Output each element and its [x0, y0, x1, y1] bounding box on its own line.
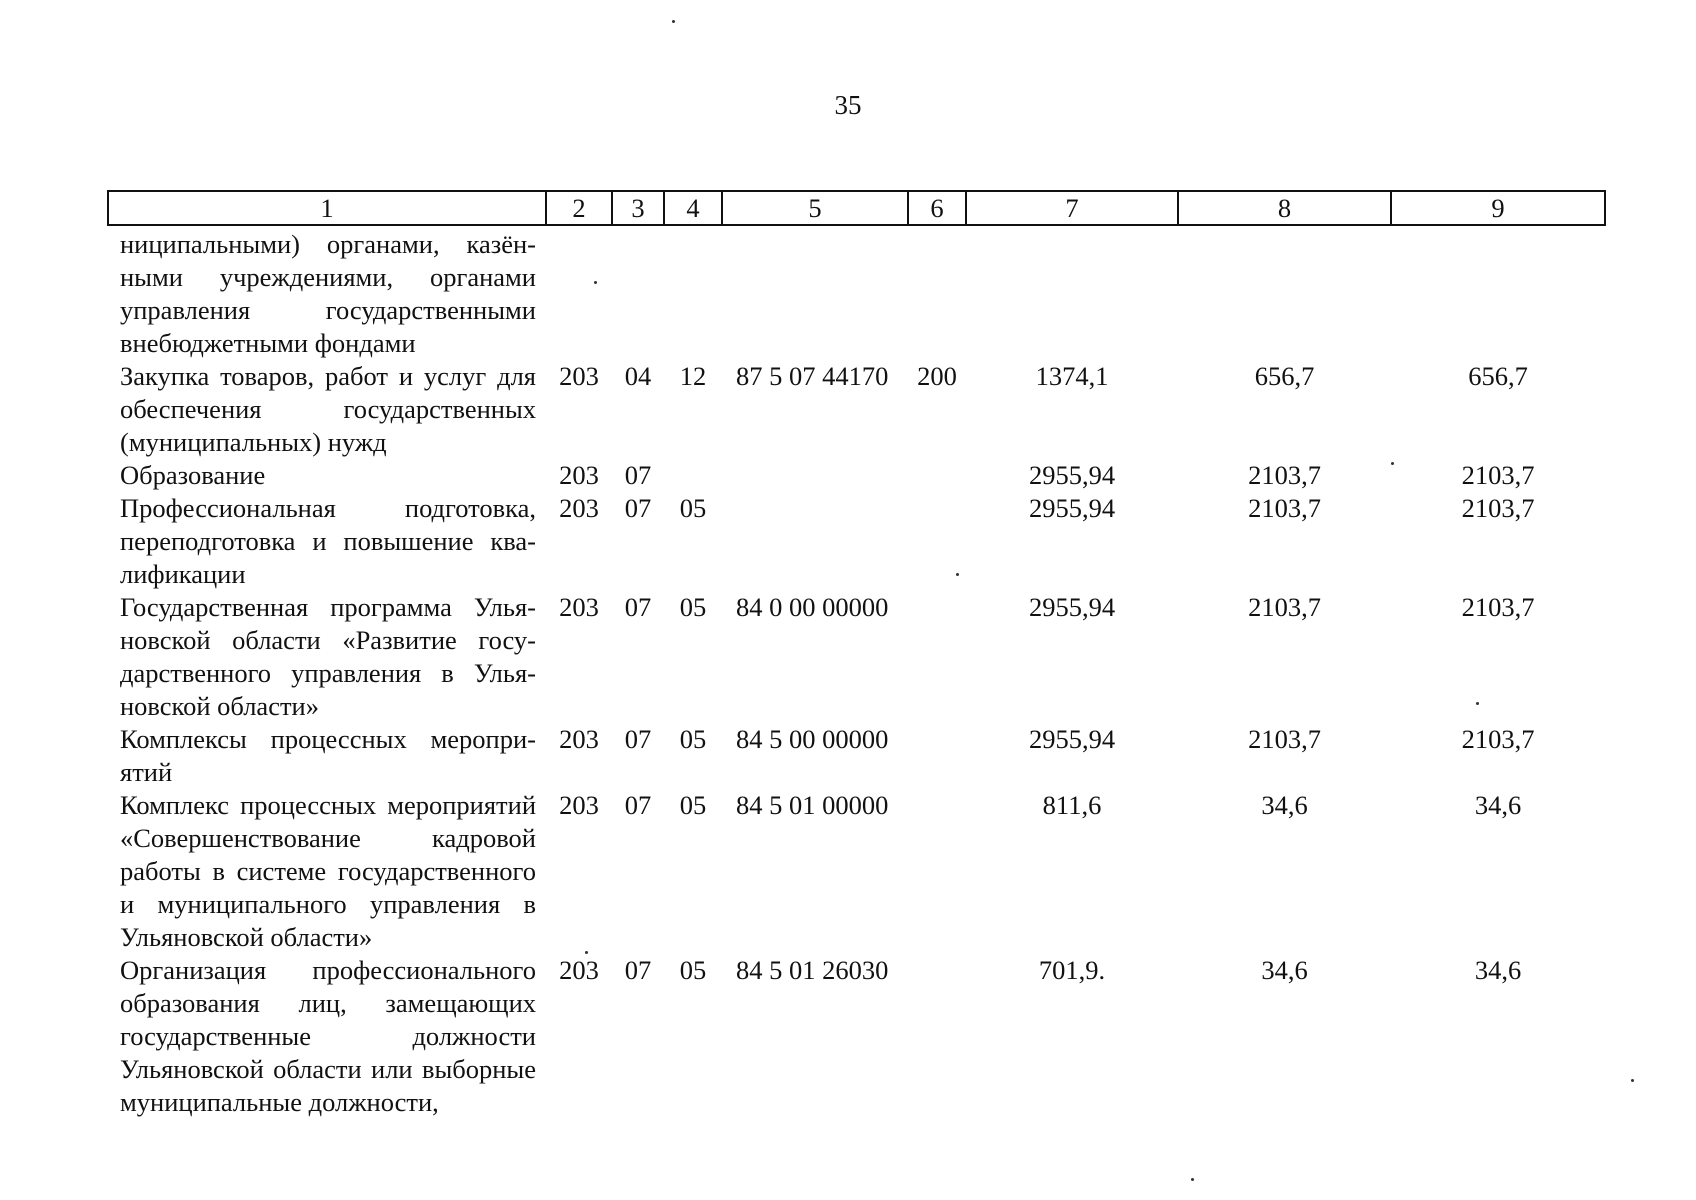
cell-amount-8: 34,6 — [1261, 955, 1308, 985]
cell-amount-7: 2955,94 — [1028, 460, 1116, 490]
cell-target-article: 84 0 00 00000 — [736, 592, 889, 622]
row-name: Государственная программа Ульяновской области «Развитие государственного управления в Ульяновской области» — [120, 592, 536, 721]
cell-subsection: 05 — [679, 790, 707, 820]
cell-admin-code: 203 — [559, 493, 599, 523]
cell-amount-8: 2103,7 — [1248, 493, 1321, 523]
column-header-9: 9 — [1391, 191, 1605, 225]
row-name: Профессиональная подготовка, переподготовка и повышение квалификации — [120, 493, 536, 589]
cell-target-article: 84 5 00 00000 — [736, 724, 889, 754]
row-name: Комплекс процессных мероприятий «Совершенствование кадровой работы в системе государственного и муниципального управления в Ульяновской области» — [120, 790, 536, 952]
column-number-header-row — [108, 191, 1605, 225]
scan-speck — [585, 951, 588, 954]
column-header-5: 5 — [722, 191, 908, 225]
cell-amount-9: 2103,7 — [1461, 493, 1535, 523]
cell-amount-9 — [1391, 225, 1605, 360]
column-header-4: 4 — [664, 191, 722, 225]
cell-section: 07 — [624, 790, 652, 820]
cell-expense-type — [908, 723, 966, 789]
scan-speck — [1191, 1178, 1194, 1181]
cell-expense-type — [908, 789, 966, 954]
cell-amount-8: 34,6 — [1261, 790, 1308, 820]
cell-amount-9: 2103,7 — [1461, 592, 1535, 622]
cell-amount-7: 2955,94 — [1028, 724, 1116, 754]
cell-expense-type — [908, 225, 966, 360]
cell-target-article — [722, 492, 908, 591]
table-row — [108, 492, 1605, 591]
cell-amount-8: 2103,7 — [1248, 592, 1321, 622]
table-row — [108, 789, 1605, 954]
cell-section: 07 — [624, 460, 652, 490]
scan-speck — [672, 20, 675, 23]
cell-section: 07 — [624, 592, 652, 622]
cell-section: 07 — [624, 493, 652, 523]
cell-expense-type: 200 — [917, 361, 957, 391]
cell-admin-code: 203 — [559, 955, 599, 985]
cell-subsection: 05 — [679, 955, 707, 985]
cell-section: 04 — [624, 361, 652, 391]
cell-expense-type — [908, 954, 966, 1119]
column-header-6: 6 — [908, 191, 966, 225]
cell-subsection: 05 — [679, 592, 707, 622]
cell-amount-7: 811,6 — [1042, 790, 1102, 820]
cell-amount-9: 2103,7 — [1461, 724, 1535, 754]
row-name: Комплексы процессных мероприятий — [120, 724, 536, 787]
cell-target-article: 84 5 01 00000 — [736, 790, 889, 820]
cell-amount-9: 2103,7 — [1461, 460, 1535, 490]
table-row — [108, 591, 1605, 723]
cell-subsection: 05 — [679, 724, 707, 754]
cell-amount-8: 2103,7 — [1248, 460, 1321, 490]
cell-expense-type — [908, 459, 966, 492]
cell-target-article — [722, 225, 908, 360]
cell-amount-7: 1374,1 — [1035, 361, 1109, 391]
column-header-2: 2 — [546, 191, 612, 225]
cell-amount-7: 2955,94 — [1028, 592, 1116, 622]
cell-section: 07 — [624, 724, 652, 754]
cell-section — [612, 225, 664, 360]
scan-speck — [1631, 1079, 1634, 1082]
table-row — [108, 954, 1605, 1119]
cell-amount-9: 656,7 — [1468, 361, 1528, 391]
column-header-1: 1 — [108, 191, 546, 225]
scan-speck — [956, 573, 959, 576]
row-name: Образование — [120, 460, 266, 490]
cell-target-article — [722, 459, 908, 492]
cell-subsection — [664, 225, 722, 360]
cell-amount-8 — [1178, 225, 1391, 360]
cell-admin-code: 203 — [559, 724, 599, 754]
cell-admin-code: 203 — [559, 790, 599, 820]
column-header-3: 3 — [612, 191, 664, 225]
cell-amount-7 — [966, 225, 1178, 360]
table-row — [108, 360, 1605, 459]
cell-admin-code: 203 — [559, 592, 599, 622]
cell-section: 07 — [624, 955, 652, 985]
cell-subsection — [664, 459, 722, 492]
cell-subsection: 05 — [679, 493, 707, 523]
row-name: Закупка товаров, работ и услуг для обеспечения государственных (муниципальных) нужд — [120, 361, 536, 457]
cell-target-article: 84 5 01 26030 — [736, 955, 889, 985]
cell-amount-8: 656,7 — [1254, 361, 1315, 391]
table-row — [108, 723, 1605, 789]
page-number: 35 — [834, 90, 862, 120]
cell-admin-code: 203 — [559, 361, 599, 391]
cell-subsection: 12 — [679, 361, 707, 391]
row-name: ниципальными) органами, казёнными учреждениями, органами управления государственными внебюджетными фондами — [120, 229, 536, 358]
column-header-7: 7 — [966, 191, 1178, 225]
scan-speck — [1391, 462, 1394, 465]
cell-amount-7: 701,9. — [1038, 955, 1106, 985]
table-row — [108, 225, 1605, 360]
budget-table — [107, 190, 1606, 1119]
column-header-8: 8 — [1178, 191, 1391, 225]
cell-admin-code — [546, 225, 612, 360]
cell-expense-type — [908, 591, 966, 723]
row-name: Организация профессионального образования лиц, замещающих государственные должности Ульяновской области или выборные муниципальные должности, — [120, 955, 536, 1117]
cell-target-article: 87 5 07 44170 — [736, 361, 889, 391]
table-row — [108, 459, 1605, 492]
cell-expense-type — [908, 492, 966, 591]
cell-amount-8: 2103,7 — [1248, 724, 1321, 754]
cell-amount-7: 2955,94 — [1028, 493, 1116, 523]
cell-amount-9: 34,6 — [1474, 790, 1522, 820]
cell-admin-code: 203 — [559, 460, 599, 490]
scan-speck — [1476, 702, 1479, 705]
cell-amount-9: 34,6 — [1474, 955, 1522, 985]
scan-speck — [594, 281, 597, 284]
